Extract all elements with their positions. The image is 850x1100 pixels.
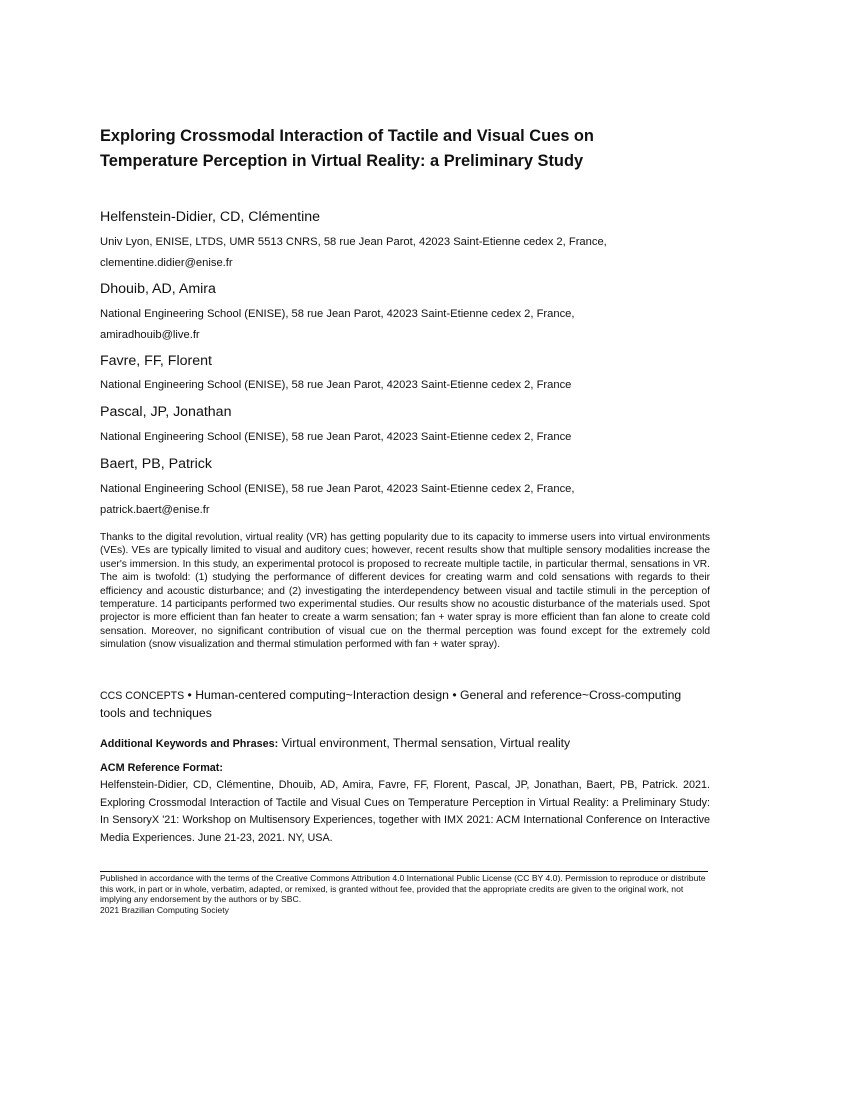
footer-note (100, 873, 710, 915)
affiliation-text: National Engineering School (ENISE), 58 rue Jean Parot, 42023 Saint-Etienne cedex 2, France (100, 379, 572, 391)
acm-reference-heading: ACM Reference Format: (100, 762, 223, 774)
title-line-2: Temperature Perception in Virtual Reality: a Preliminary Study (100, 152, 584, 170)
ccs-text: • Human-centered computing~Interaction design • General and reference~Cross-computing tools and techniques (100, 688, 682, 720)
author-affiliation (100, 479, 710, 521)
keywords-label: Additional Keywords and Phrases: (100, 738, 279, 750)
author-name: Helfenstein-Didier, CD, Clémentine (100, 209, 320, 225)
paper-title (100, 124, 710, 174)
affiliation-text: Univ Lyon, ENISE, LTDS, UMR 5513 CNRS, 58 rue Jean Parot, 42023 Saint-Etienne cedex 2, France, (100, 236, 607, 248)
author-affiliation (100, 232, 710, 274)
acm-reference-text: Helfenstein-Didier, CD, Clémentine, Dhouib, AD, Amira, Favre, FF, Florent, Pascal, JP, Jonathan, Baert, PB, Patrick. 2021. Exploring Crossmodal Interaction of Tactile and Visual Cues on Temperature Perception in Virtual Reality: a Preliminary Study: In SensoryX '21: Workshop on Multisensory Experiences, together with IMX 2021: ACM International Conference on Interactive Media Experiences. June 21-23, 2021. NY, USA. (100, 779, 710, 844)
footer-license: Published in accordance with the terms of the Creative Commons Attribution 4.0 International Public License (CC BY 4.0). Permission to reproduce or distribute this work, in part or in whole, verbatim, adapted, or remixed, is granted without fee, provided that the appropriate credits are given to the original work, not implying any endorsement by the authors or by SBC. (100, 873, 706, 905)
keywords-text: Virtual environment, Thermal sensation, Virtual reality (278, 736, 571, 750)
author-affiliation (100, 375, 710, 396)
author-email[interactable]: clementine.didier@enise.fr (100, 257, 233, 269)
keywords (100, 735, 710, 752)
affiliation-text: National Engineering School (ENISE), 58 rue Jean Parot, 42023 Saint-Etienne cedex 2, France, (100, 308, 575, 320)
ccs-label: CCS CONCEPTS (100, 690, 185, 702)
affiliation-text: National Engineering School (ENISE), 58 rue Jean Parot, 42023 Saint-Etienne cedex 2, France, (100, 483, 575, 495)
affiliation-text: National Engineering School (ENISE), 58 rue Jean Parot, 42023 Saint-Etienne cedex 2, France (100, 431, 572, 443)
author-name: Pascal, JP, Jonathan (100, 404, 232, 420)
title-line-1: Exploring Crossmodal Interaction of Tactile and Visual Cues on (100, 127, 594, 145)
author-name: Dhouib, AD, Amira (100, 281, 216, 297)
author-affiliation (100, 427, 710, 448)
ccs-concepts (100, 687, 710, 721)
footer-divider (100, 871, 708, 872)
author-email[interactable]: amiradhouib@live.fr (100, 329, 200, 341)
author-name: Baert, PB, Patrick (100, 456, 212, 472)
author-name: Favre, FF, Florent (100, 353, 212, 369)
footer-society: 2021 Brazilian Computing Society (100, 904, 229, 915)
author-affiliation (100, 304, 710, 346)
author-email[interactable]: patrick.baert@enise.fr (100, 504, 210, 516)
abstract: Thanks to the digital revolution, virtual reality (VR) has getting popularity due to its capacity to immerse users into virtual environments (VEs). VEs are typically limited to visual and auditory cues; however, recent results show that multiple sensory modalities increase the user's immersion. In this study, an experimental protocol is proposed to recreate multiple tactile, in particular thermal, sensations in VR. The aim is twofold: (1) studying the performance of different devices for creating warm and cold sensations with regards to their efficiency and acoustic disturbance; and (2) investigating the interdependency between visual and tactile stimuli in the perception of temperature. 14 participants performed two experimental studies. Our results show no acoustic disturbance of the materials used. Spot projector is more efficient than fan heater to create a warm sensation; fan + water spray is more efficient than fan alone to create cold sensation. Moreover, no significant contribution of visual cue on the thermal perception was found except for the extremely cold simulation (snow visualization and thermal stimulation performed with fan + water spray). (100, 532, 710, 651)
